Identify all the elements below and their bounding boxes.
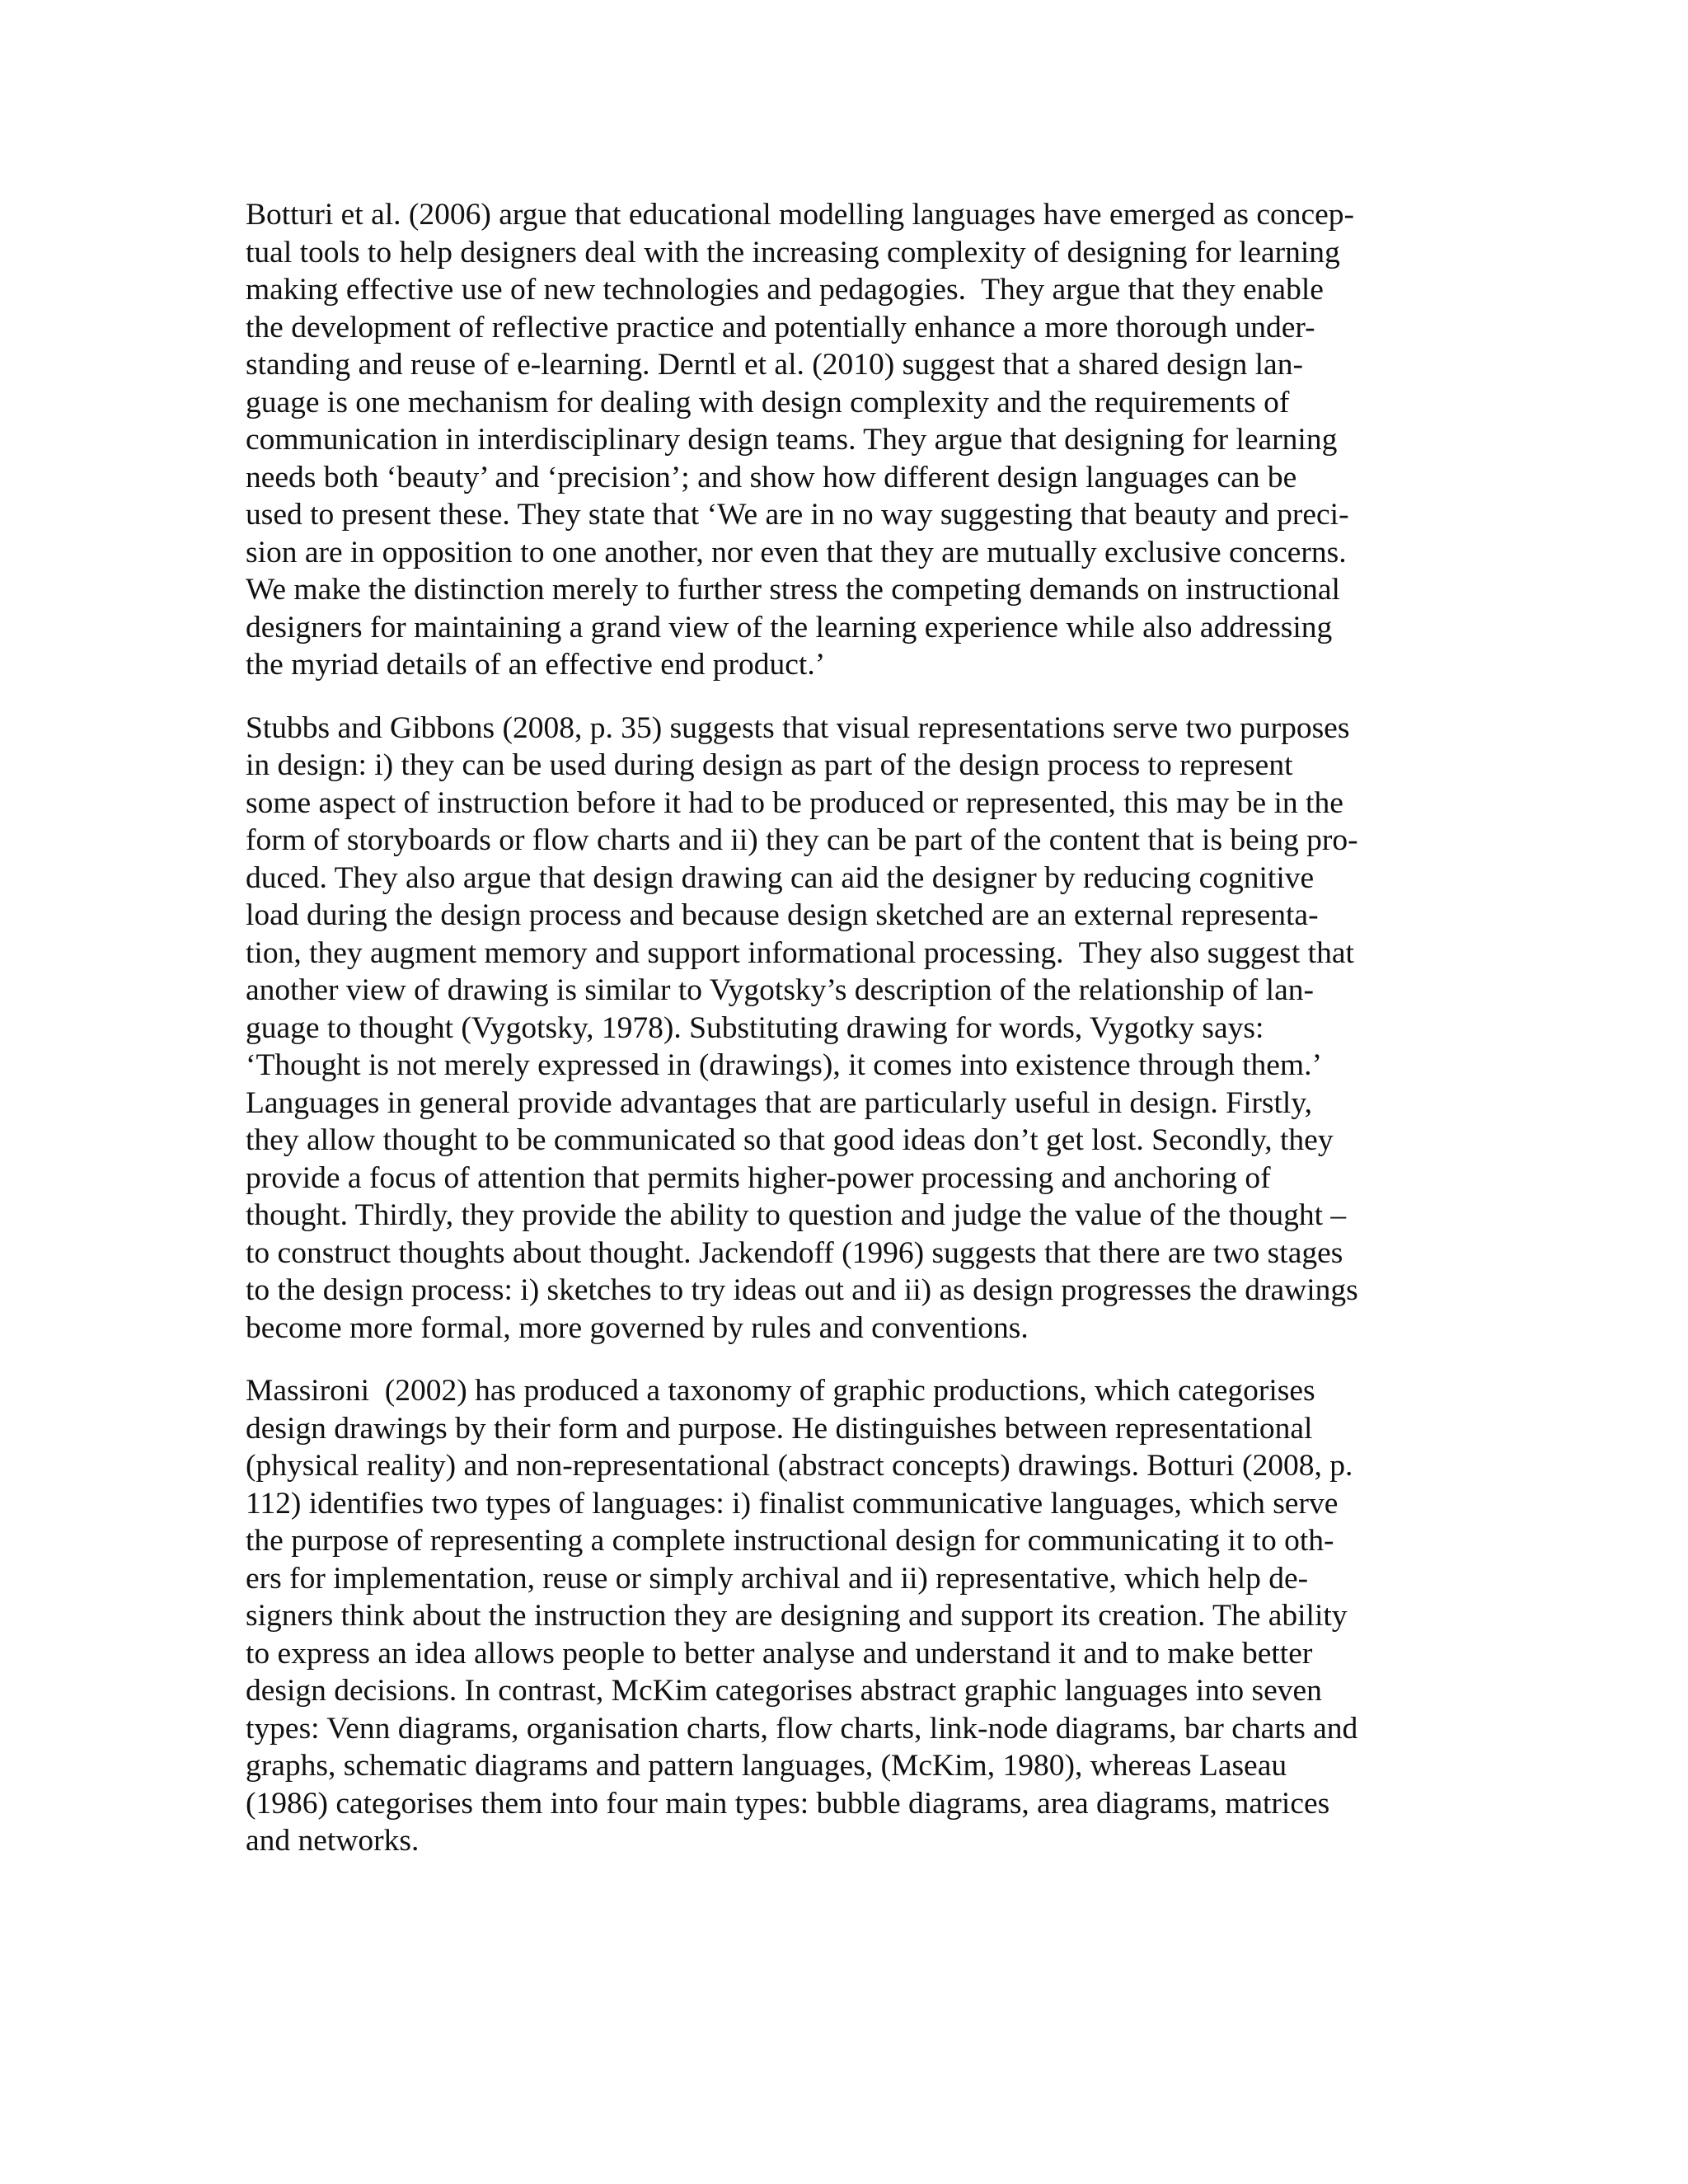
text-line: the development of reflective practice and potentially enhance a more thorough under- bbox=[246, 310, 1315, 344]
body-text bbox=[246, 196, 1432, 1886]
text-line: thought. Thirdly, they provide the ability to question and judge the value of the thought – bbox=[246, 1198, 1347, 1232]
text-line: and networks. bbox=[246, 1824, 420, 1858]
text-line: ers for implementation, reuse or simply archival and ii) representative, which help de- bbox=[246, 1561, 1309, 1596]
text-line: the purpose of representing a complete instructional design for communicating it to oth- bbox=[246, 1524, 1334, 1558]
text-line: guage is one mechanism for dealing with design complexity and the requirements of bbox=[246, 385, 1290, 419]
text-line: some aspect of instruction before it had to be produced or represented, this may be in the bbox=[246, 785, 1343, 820]
text-line: to express an idea allows people to better analyse and understand it and to make better bbox=[246, 1636, 1313, 1671]
text-line: (1986) categorises them into four main types: bubble diagrams, area diagrams, matrices bbox=[246, 1786, 1330, 1821]
text-line: needs both ‘beauty’ and ‘precision’; and show how different design languages can be bbox=[246, 460, 1297, 494]
text-line: in design: i) they can be used during design as part of the design process to represent bbox=[246, 748, 1293, 782]
text-line: provide a focus of attention that permits higher-power processing and anchoring of bbox=[246, 1160, 1271, 1195]
text-line: graphs, schematic diagrams and pattern languages, (McKim, 1980), whereas Laseau bbox=[246, 1749, 1287, 1783]
text-line: to the design process: i) sketches to try ideas out and ii) as design progresses the drawings bbox=[246, 1273, 1358, 1307]
text-line: making effective use of new technologies and pedagogies. They argue that they enable bbox=[246, 273, 1324, 307]
text-line: guage to thought (Vygotsky, 1978). Substituting drawing for words, Vygotky says: bbox=[246, 1010, 1264, 1045]
text-line: types: Venn diagrams, organisation charts, flow charts, link-node diagrams, bar charts and bbox=[246, 1711, 1358, 1746]
text-line: Languages in general provide advantages that are particularly useful in design. Firstly, bbox=[246, 1085, 1313, 1120]
text-line: duced. They also argue that design drawing can aid the designer by reducing cognitive bbox=[246, 860, 1315, 895]
text-line: they allow thought to be communicated so that good ideas don’t get lost. Secondly, they bbox=[246, 1123, 1334, 1157]
text-line: Massironi (2002) has produced a taxonomy of graphic productions, which categorises bbox=[246, 1374, 1315, 1408]
text-line: tual tools to help designers deal with the increasing complexity of designing for learning bbox=[246, 235, 1340, 269]
text-line: We make the distinction merely to further stress the competing demands on instructional bbox=[246, 573, 1340, 607]
text-line: Stubbs and Gibbons (2008, p. 35) suggests that visual representations serve two purposes bbox=[246, 710, 1350, 745]
text-line: 112) identifies two types of languages: i) finalist communicative languages, which serve bbox=[246, 1486, 1339, 1521]
text-line: form of storyboards or flow charts and ii) they can be part of the content that is being pro- bbox=[246, 823, 1358, 857]
paragraph-stubbs-gibbons bbox=[246, 710, 1432, 1347]
text-line: design decisions. In contrast, McKim categorises abstract graphic languages into seven bbox=[246, 1674, 1322, 1708]
text-line: designers for maintaining a grand view of the learning experience while also addressing bbox=[246, 610, 1333, 644]
text-line: tion, they augment memory and support informational processing. They also suggest that bbox=[246, 935, 1354, 970]
paragraph-botturi bbox=[246, 196, 1432, 684]
text-line: Botturi et al. (2006) argue that educational modelling languages have emerged as concep- bbox=[246, 198, 1355, 232]
text-line: signers think about the instruction they are designing and support its creation. The ability bbox=[246, 1599, 1348, 1633]
text-line: (physical reality) and non-representational (abstract concepts) drawings. Botturi (2008, p. bbox=[246, 1449, 1353, 1483]
text-line: ‘Thought is not merely expressed in (drawings), it comes into existence through them.’ bbox=[246, 1048, 1322, 1082]
text-line: the myriad details of an effective end product.’ bbox=[246, 648, 826, 682]
text-line: load during the design process and because design sketched are an external representa- bbox=[246, 898, 1319, 932]
text-line: become more formal, more governed by rules and conventions. bbox=[246, 1310, 1029, 1345]
text-line: sion are in opposition to one another, nor even that they are mutually exclusive concerns. bbox=[246, 535, 1347, 569]
text-line: design drawings by their form and purpose. He distinguishes between representational bbox=[246, 1411, 1313, 1446]
text-line: communication in interdisciplinary design teams. They argue that designing for learning bbox=[246, 423, 1338, 457]
text-line: standing and reuse of e-learning. Derntl et al. (2010) suggest that a shared design lan- bbox=[246, 348, 1303, 382]
text-line: another view of drawing is similar to Vygotsky’s description of the relationship of lan- bbox=[246, 973, 1314, 1007]
text-line: used to present these. They state that ‘We are in no way suggesting that beauty and preci- bbox=[246, 498, 1349, 532]
text-line: to construct thoughts about thought. Jackendoff (1996) suggests that there are two stages bbox=[246, 1235, 1343, 1270]
paragraph-massironi bbox=[246, 1372, 1432, 1860]
